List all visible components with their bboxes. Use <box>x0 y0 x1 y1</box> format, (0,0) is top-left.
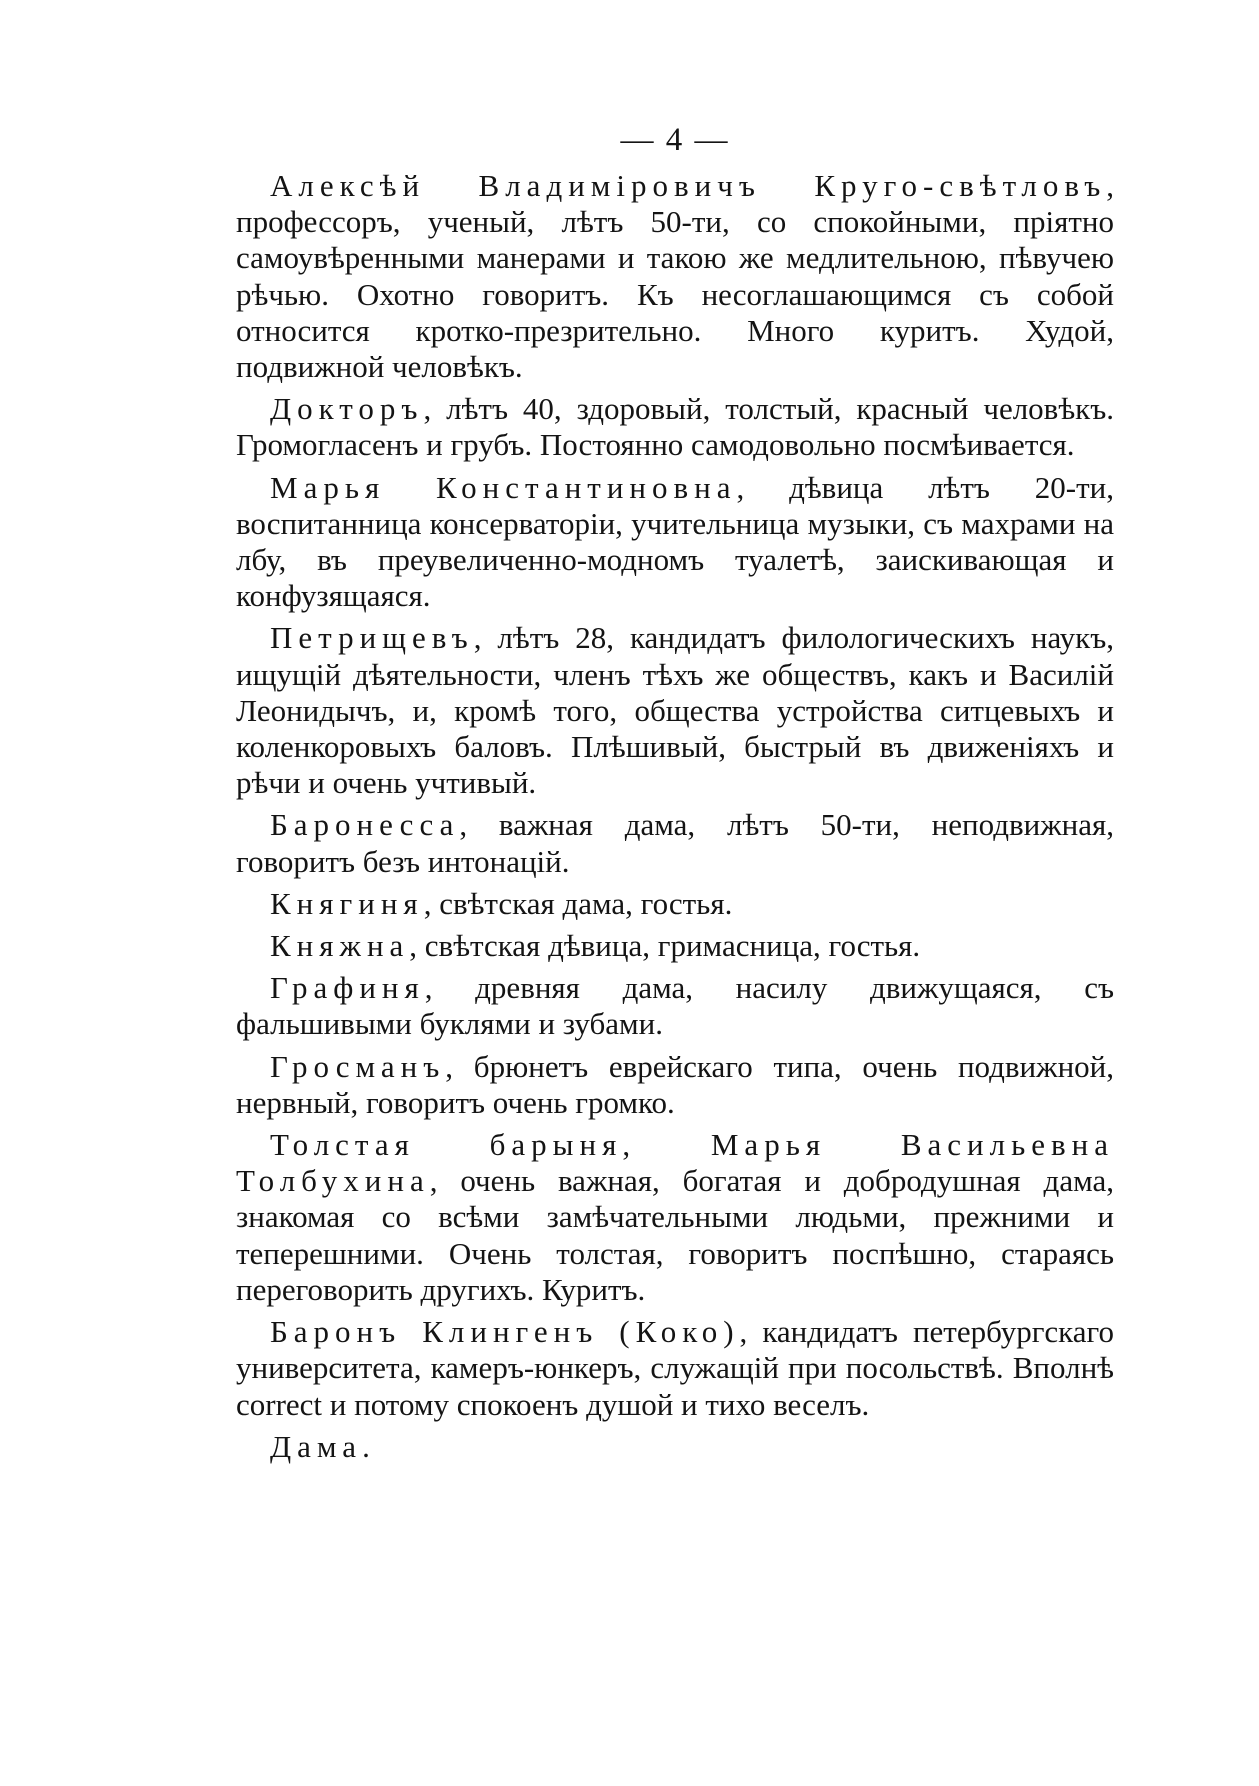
character-entry <box>236 1049 1114 1121</box>
character-description: , брюнетъ еврейскаго типа, очень подвижной, нервный, говоритъ очень громко. <box>236 1048 1114 1120</box>
character-description: , кандидатъ петербургскаго университета, камеръ-юнкеръ, служащiй при посольствѣ. Вполнѣ correct и потому спокоенъ душой и тихо веселъ. <box>236 1314 1114 1422</box>
character-name: Алексѣй Владимiровичъ Круго-свѣтловъ <box>270 168 1107 203</box>
character-description: , дѣвица лѣтъ 20-ти, воспитанница консерваторiи, учительница музыки, съ махрами на лбу, въ преувеличенно-модномъ туалетѣ, заискивающая и конфузящаяся. <box>236 469 1114 614</box>
character-entry <box>236 620 1114 801</box>
character-description: , древняя дама, насилу движущаяся, съ фальшивыми буклями и зубами. <box>236 970 1114 1042</box>
character-description: , свѣтская дама, гостья. <box>423 885 733 921</box>
dramatis-personae-list <box>236 168 1114 1465</box>
character-entry <box>236 1314 1114 1423</box>
character-description: , лѣтъ 40, здоровый, толстый, красный человѣкъ. Громогласенъ и грубъ. Постоянно самодовольно посмѣивается. <box>236 391 1114 463</box>
character-entry <box>236 1429 1114 1465</box>
character-name: Баронъ Клингенъ (Коко) <box>270 1314 740 1350</box>
character-name: Петрищевъ <box>270 620 474 656</box>
character-name: Докторъ <box>270 391 424 427</box>
character-entry <box>236 886 1114 922</box>
character-name: Княжна <box>270 928 410 964</box>
character-description: , очень важная, богатая и добродушная дама, знакомая со всѣми замѣчательными людьми, прежними и теперешними. Очень толстая, говоритъ поспѣшно, стараясь переговорить другихъ. Куритъ. <box>236 1163 1114 1307</box>
character-description: , профессоръ, ученый, лѣтъ 50-ти, со спокойными, прiятно самоувѣренными манерами и такою же медлительною, пѣвучею рѣчью. Охотно говоритъ. Къ несоглашающимся съ собой относится кротко-презрительно. Много куритъ. Худой, подвижной человѣкъ. <box>236 168 1114 385</box>
character-name: Баронесса <box>270 807 460 843</box>
page-number: — 4 — <box>620 122 730 158</box>
book-page <box>236 120 1114 1471</box>
character-entry <box>236 807 1114 879</box>
character-entry <box>236 970 1114 1042</box>
character-name: Дама. <box>270 1428 376 1464</box>
character-name: Гросманъ <box>270 1048 446 1084</box>
character-name: Графиня <box>270 970 425 1006</box>
character-entry <box>236 470 1114 615</box>
character-description: , свѣтская дѣвица, гримасница, гостья. <box>409 928 921 964</box>
character-description: , лѣтъ 28, кандидатъ филологическихъ наукъ, ищущiй дѣятельности, членъ тѣхъ же обществъ, какъ и Василiй Леонидычъ, и, кромѣ того, общества устройства ситцевыхъ и коленкоровыхъ баловъ. Плѣшивый, быстрый въ движенiяхъ и рѣчи и очень учтивый. <box>236 620 1114 801</box>
character-name: Княгиня <box>270 885 424 921</box>
character-entry <box>236 928 1114 964</box>
character-entry <box>236 168 1114 385</box>
character-description: , важная дама, лѣтъ 50-ти, неподвижная, говоритъ безъ интонацiй. <box>236 807 1114 879</box>
character-name: Марья Константиновна <box>270 469 737 505</box>
character-entry <box>236 391 1114 463</box>
character-name: Толстая барыня, Марья Васильевна Толбухина <box>236 1127 1114 1199</box>
character-entry <box>236 1127 1114 1308</box>
